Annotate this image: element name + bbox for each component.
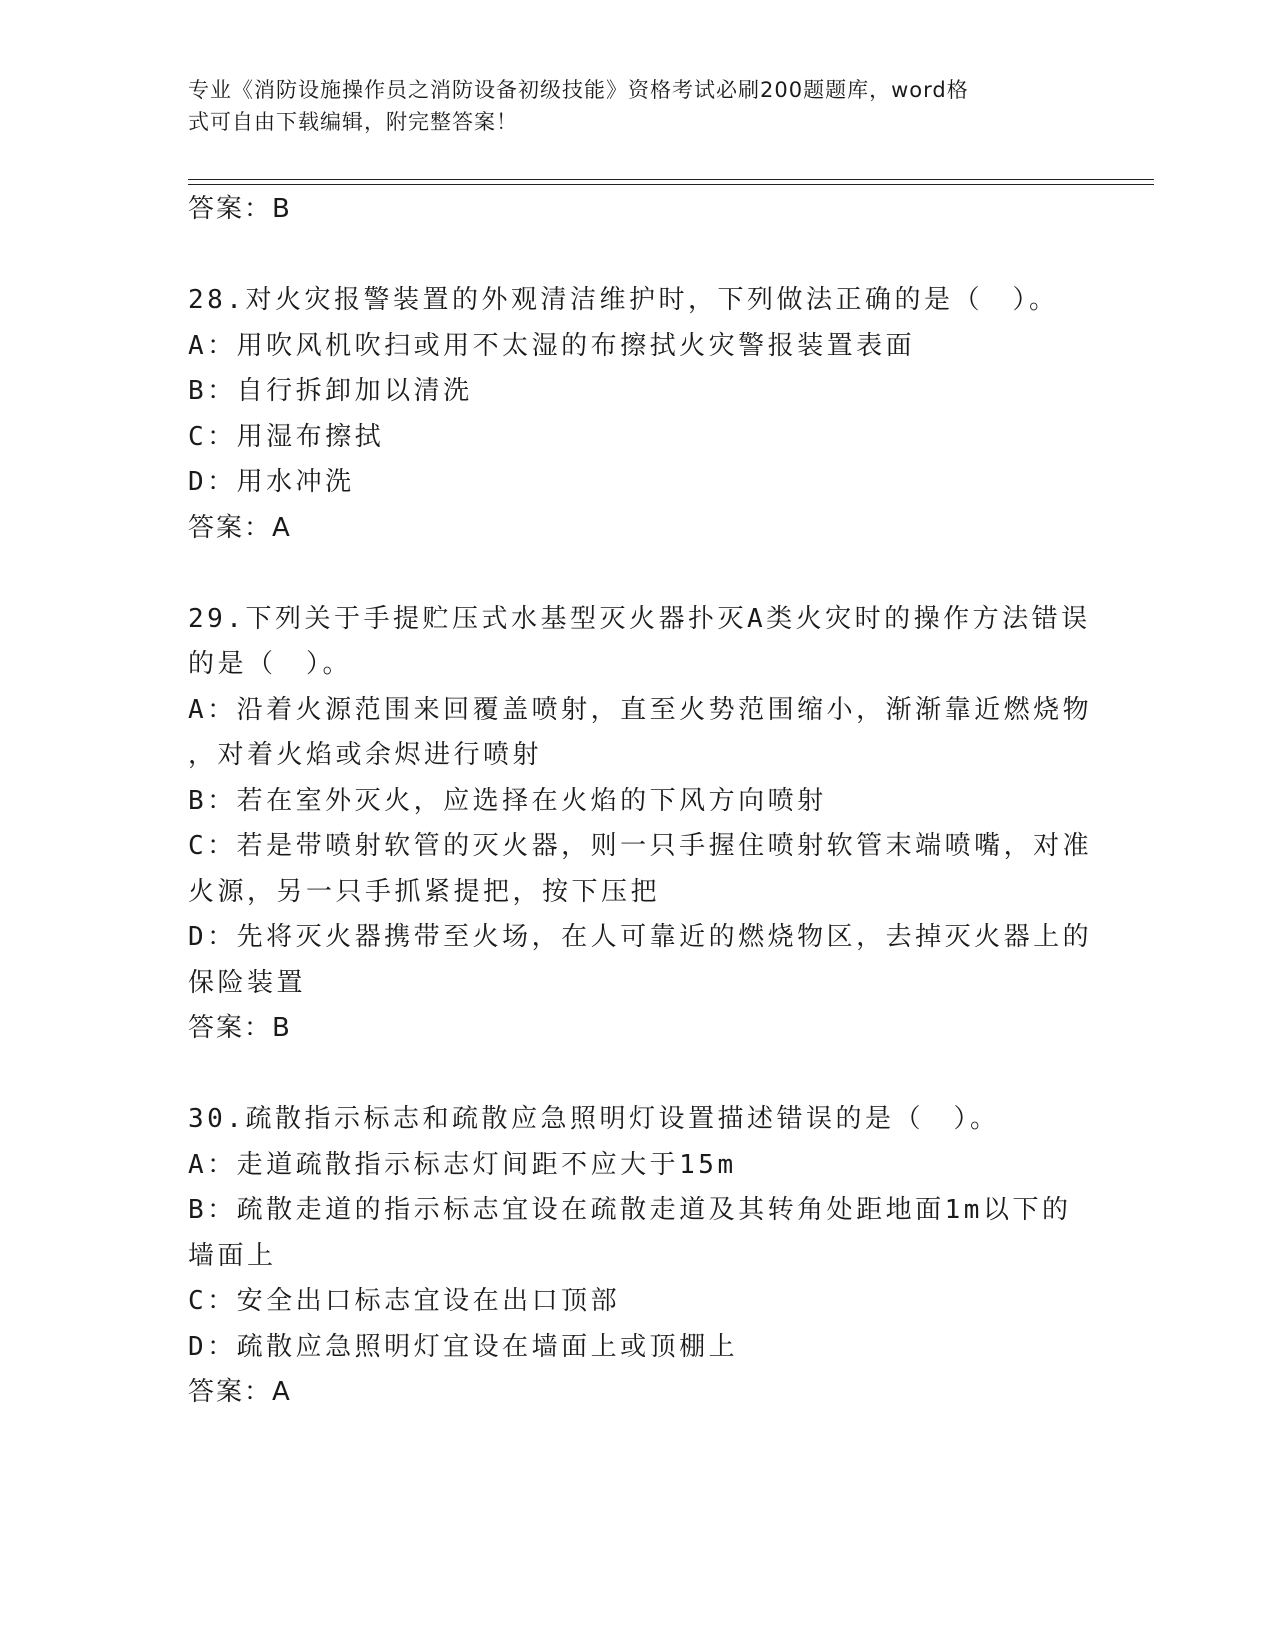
question-28 xyxy=(188,278,1088,551)
document-header xyxy=(188,74,1068,138)
header-line-2: 式可自由下载编辑，附完整答案！ xyxy=(188,110,518,134)
header-divider-top xyxy=(188,179,1154,180)
option-d: D：疏散应急照明灯宜设在墙面上或顶棚上 xyxy=(188,1331,739,1362)
option-d-continued: 保险装置 xyxy=(188,967,307,998)
option-b: B：疏散走道的指示标志宜设在疏散走道及其转角处距地面1m以下的 xyxy=(188,1195,1072,1225)
option-a: A：走道疏散指示标志灯间距不应大于15m xyxy=(188,1149,737,1180)
question-stem: 29.下列关于手提贮压式水基型灭火器扑灭A类火灾时的操作方法错误 xyxy=(188,603,1091,634)
option-d: D：用水冲洗 xyxy=(188,467,355,497)
option-c: C：安全出口标志宜设在出口顶部 xyxy=(188,1286,621,1316)
previous-answer: 答案：B xyxy=(188,194,292,224)
option-c: C：若是带喷射软管的灭火器，则一只手握住喷射软管末端喷嘴，对准 xyxy=(188,831,1093,861)
question-30 xyxy=(188,1097,1088,1416)
option-b-continued: 墙面上 xyxy=(188,1240,277,1271)
option-b: B：若在室外灭火，应选择在火焰的下风方向喷射 xyxy=(188,785,827,816)
question-29 xyxy=(188,597,1093,1052)
question-stem-continued: 的是（ ）。 xyxy=(188,649,353,679)
question-list xyxy=(188,187,1093,1416)
answer: 答案：A xyxy=(188,512,292,543)
option-a: A：用吹风机吹扫或用不太湿的布擦拭火灾警报装置表面 xyxy=(188,330,916,361)
option-a-continued: ，对着火焰或余烬进行喷射 xyxy=(188,740,543,770)
option-c-continued: 火源，另一只手抓紧提把，按下压把 xyxy=(188,876,661,907)
option-c: C：用湿布擦拭 xyxy=(188,421,385,452)
header-line-1: 专业《消防设施操作员之消防设备初级技能》资格考试必刷200题题库，word格 xyxy=(188,78,969,102)
question-stem: 28.对火灾报警装置的外观清洁维护时，下列做法正确的是（ ）。 xyxy=(188,285,1059,315)
option-a: A：沿着火源范围来回覆盖喷射，直至火势范围缩小，渐渐靠近燃烧物 xyxy=(188,694,1093,725)
question-stem: 30.疏散指示标志和疏散应急照明灯设置描述错误的是（ ）。 xyxy=(188,1104,1000,1134)
option-d: D：先将灭火器携带至火场，在人可靠近的燃烧物区，去掉灭火器上的 xyxy=(188,922,1093,952)
header-divider-bottom xyxy=(188,184,1154,185)
answer: 答案：B xyxy=(188,1013,292,1043)
option-b: B：自行拆卸加以清洗 xyxy=(188,376,473,406)
answer: 答案：A xyxy=(188,1377,292,1407)
